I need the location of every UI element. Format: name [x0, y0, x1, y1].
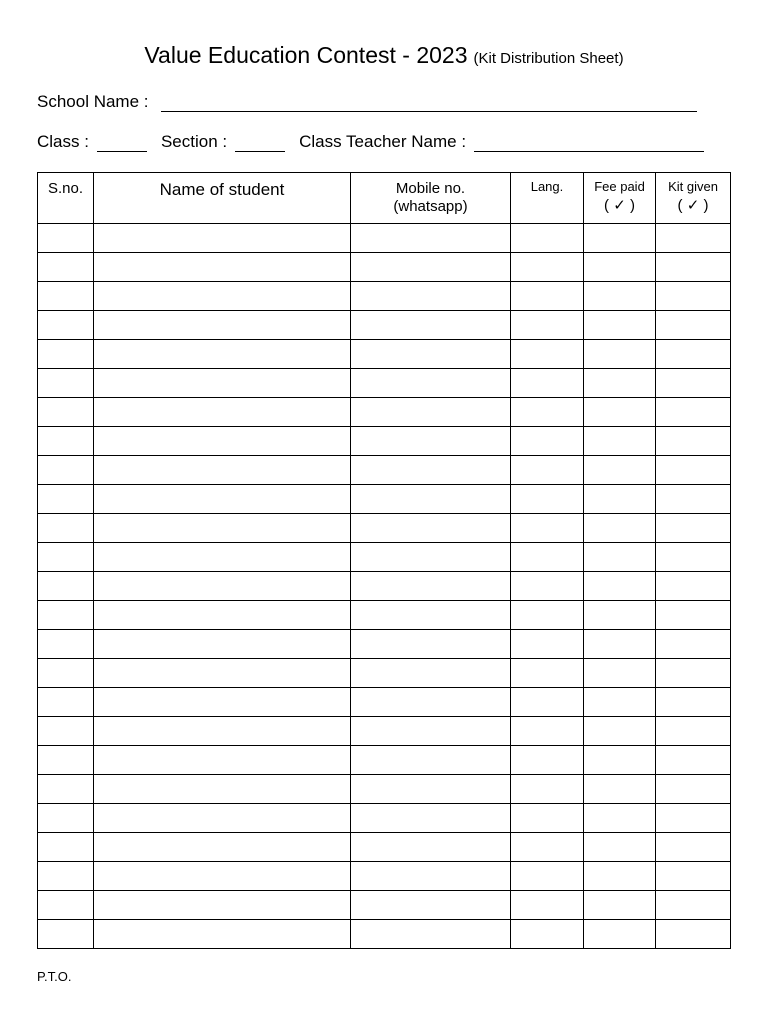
mobile-cell[interactable]	[351, 340, 511, 369]
checkmark-icon: ( ✓ )	[604, 196, 635, 214]
lang-cell[interactable]	[511, 456, 584, 485]
lang-cell[interactable]	[511, 311, 584, 340]
kit-given-cell[interactable]	[656, 717, 731, 746]
class-teacher-label: Class Teacher Name :	[299, 132, 467, 151]
column-header-name: Name of student	[94, 173, 351, 224]
mobile-cell[interactable]	[351, 920, 511, 949]
mobile-cell[interactable]	[351, 746, 511, 775]
name-cell[interactable]	[94, 746, 351, 775]
kit-given-cell[interactable]	[656, 862, 731, 891]
page-title	[0, 42, 768, 69]
name-cell[interactable]	[94, 833, 351, 862]
fee-paid-cell[interactable]	[584, 369, 656, 398]
table-header-row	[38, 173, 731, 224]
fee-paid-cell[interactable]	[584, 456, 656, 485]
name-cell[interactable]	[94, 224, 351, 253]
mobile-cell[interactable]	[351, 717, 511, 746]
fee-paid-cell[interactable]	[584, 311, 656, 340]
mobile-cell[interactable]	[351, 862, 511, 891]
name-cell[interactable]	[94, 659, 351, 688]
fee-paid-cell[interactable]	[584, 485, 656, 514]
mobile-header-note: (whatsapp)	[393, 198, 468, 215]
kit-given-cell[interactable]	[656, 369, 731, 398]
fee-paid-cell[interactable]	[584, 804, 656, 833]
mobile-cell[interactable]	[351, 543, 511, 572]
mobile-cell[interactable]	[351, 282, 511, 311]
table-row	[38, 891, 731, 920]
lang-cell[interactable]	[511, 282, 584, 311]
name-cell[interactable]	[94, 456, 351, 485]
name-cell[interactable]	[94, 398, 351, 427]
kit-given-cell[interactable]	[656, 891, 731, 920]
class-blank[interactable]	[97, 136, 147, 152]
fee-paid-cell[interactable]	[584, 224, 656, 253]
fee-paid-label: Fee paid	[594, 179, 645, 194]
mobile-header-label: Mobile no.	[395, 180, 466, 197]
section-blank[interactable]	[235, 136, 285, 152]
lang-cell[interactable]	[511, 717, 584, 746]
fee-paid-cell[interactable]	[584, 862, 656, 891]
kit-given-label: Kit given	[668, 179, 718, 194]
fee-paid-cell[interactable]	[584, 601, 656, 630]
table-row	[38, 833, 731, 862]
sno-cell[interactable]	[38, 311, 94, 340]
mobile-cell[interactable]	[351, 224, 511, 253]
lang-cell[interactable]	[511, 659, 584, 688]
name-cell[interactable]	[94, 804, 351, 833]
name-cell[interactable]	[94, 282, 351, 311]
sno-cell[interactable]	[38, 543, 94, 572]
mobile-cell[interactable]	[351, 659, 511, 688]
kit-given-cell[interactable]	[656, 456, 731, 485]
name-cell[interactable]	[94, 340, 351, 369]
kit-given-cell[interactable]	[656, 224, 731, 253]
sno-cell[interactable]	[38, 688, 94, 717]
fee-paid-cell[interactable]	[584, 398, 656, 427]
name-cell[interactable]	[94, 485, 351, 514]
fee-paid-cell[interactable]	[584, 514, 656, 543]
fee-paid-cell[interactable]	[584, 891, 656, 920]
table-row	[38, 514, 731, 543]
name-cell[interactable]	[94, 311, 351, 340]
sno-cell[interactable]	[38, 920, 94, 949]
lang-cell[interactable]	[511, 485, 584, 514]
table-row	[38, 862, 731, 891]
sno-cell[interactable]	[38, 572, 94, 601]
name-cell[interactable]	[94, 630, 351, 659]
kit-given-cell[interactable]	[656, 340, 731, 369]
title-main: Value Education Contest - 2023	[144, 42, 468, 68]
lang-cell[interactable]	[511, 340, 584, 369]
sno-cell[interactable]	[38, 514, 94, 543]
mobile-cell[interactable]	[351, 804, 511, 833]
kit-distribution-table	[37, 172, 731, 949]
sno-cell[interactable]	[38, 340, 94, 369]
fee-paid-cell[interactable]	[584, 659, 656, 688]
sno-cell[interactable]	[38, 717, 94, 746]
kit-given-cell[interactable]	[656, 601, 731, 630]
kit-given-cell[interactable]	[656, 833, 731, 862]
lang-cell[interactable]	[511, 775, 584, 804]
table-row	[38, 485, 731, 514]
name-cell[interactable]	[94, 427, 351, 456]
table-row	[38, 688, 731, 717]
table-row	[38, 775, 731, 804]
table-row	[38, 224, 731, 253]
class-row	[37, 132, 704, 152]
class-label: Class :	[37, 132, 89, 151]
sno-cell[interactable]	[38, 775, 94, 804]
lang-cell[interactable]	[511, 601, 584, 630]
fee-paid-cell[interactable]	[584, 920, 656, 949]
kit-given-cell[interactable]	[656, 659, 731, 688]
table-row	[38, 601, 731, 630]
mobile-cell[interactable]	[351, 311, 511, 340]
column-header-kit-given	[656, 173, 731, 224]
mobile-cell[interactable]	[351, 833, 511, 862]
name-cell[interactable]	[94, 920, 351, 949]
name-cell[interactable]	[94, 253, 351, 282]
sno-cell[interactable]	[38, 456, 94, 485]
fee-paid-cell[interactable]	[584, 543, 656, 572]
table-row	[38, 340, 731, 369]
fee-paid-cell[interactable]	[584, 253, 656, 282]
kit-given-cell[interactable]	[656, 485, 731, 514]
sno-cell[interactable]	[38, 427, 94, 456]
table-row	[38, 282, 731, 311]
lang-cell[interactable]	[511, 746, 584, 775]
lang-cell[interactable]	[511, 514, 584, 543]
name-cell[interactable]	[94, 717, 351, 746]
mobile-cell[interactable]	[351, 630, 511, 659]
column-header-sno: S.no.	[38, 173, 94, 224]
sno-cell[interactable]	[38, 224, 94, 253]
sno-cell[interactable]	[38, 891, 94, 920]
fee-paid-cell[interactable]	[584, 630, 656, 659]
lang-cell[interactable]	[511, 543, 584, 572]
table-row	[38, 427, 731, 456]
mobile-cell[interactable]	[351, 398, 511, 427]
kit-given-cell[interactable]	[656, 688, 731, 717]
class-teacher-blank[interactable]	[474, 136, 704, 152]
mobile-cell[interactable]	[351, 369, 511, 398]
sno-cell[interactable]	[38, 804, 94, 833]
lang-cell[interactable]	[511, 369, 584, 398]
fee-paid-cell[interactable]	[584, 775, 656, 804]
lang-cell[interactable]	[511, 688, 584, 717]
sno-cell[interactable]	[38, 282, 94, 311]
name-cell[interactable]	[94, 775, 351, 804]
fee-paid-cell[interactable]	[584, 833, 656, 862]
table-row	[38, 746, 731, 775]
lang-cell[interactable]	[511, 398, 584, 427]
pto-note: P.T.O.	[37, 969, 72, 984]
kit-given-cell[interactable]	[656, 282, 731, 311]
school-name-blank[interactable]	[161, 96, 697, 112]
fee-paid-cell[interactable]	[584, 340, 656, 369]
sno-cell[interactable]	[38, 253, 94, 282]
fee-paid-cell[interactable]	[584, 282, 656, 311]
table-row	[38, 572, 731, 601]
name-cell[interactable]	[94, 688, 351, 717]
name-cell[interactable]	[94, 601, 351, 630]
sno-cell[interactable]	[38, 659, 94, 688]
mobile-cell[interactable]	[351, 253, 511, 282]
sno-cell[interactable]	[38, 862, 94, 891]
kit-given-cell[interactable]	[656, 804, 731, 833]
kit-given-cell[interactable]	[656, 311, 731, 340]
table-row	[38, 253, 731, 282]
lang-cell[interactable]	[511, 572, 584, 601]
sno-cell[interactable]	[38, 833, 94, 862]
column-header-lang: Lang.	[511, 173, 584, 224]
lang-cell[interactable]	[511, 224, 584, 253]
sno-cell[interactable]	[38, 746, 94, 775]
name-cell[interactable]	[94, 572, 351, 601]
kit-given-cell[interactable]	[656, 514, 731, 543]
mobile-cell[interactable]	[351, 456, 511, 485]
kit-given-cell[interactable]	[656, 630, 731, 659]
table-row	[38, 659, 731, 688]
lang-cell[interactable]	[511, 427, 584, 456]
mobile-cell[interactable]	[351, 688, 511, 717]
name-cell[interactable]	[94, 862, 351, 891]
mobile-cell[interactable]	[351, 891, 511, 920]
mobile-cell[interactable]	[351, 601, 511, 630]
lang-cell[interactable]	[511, 891, 584, 920]
table-row	[38, 311, 731, 340]
table-row	[38, 920, 731, 949]
sno-cell[interactable]	[38, 630, 94, 659]
kit-given-cell[interactable]	[656, 746, 731, 775]
table-row	[38, 804, 731, 833]
sno-cell[interactable]	[38, 398, 94, 427]
table-row	[38, 456, 731, 485]
lang-cell[interactable]	[511, 630, 584, 659]
table-row	[38, 369, 731, 398]
school-name-row	[37, 92, 697, 112]
kit-given-cell[interactable]	[656, 427, 731, 456]
fee-paid-cell[interactable]	[584, 688, 656, 717]
mobile-cell[interactable]	[351, 514, 511, 543]
sno-cell[interactable]	[38, 601, 94, 630]
mobile-cell[interactable]	[351, 427, 511, 456]
table-row	[38, 398, 731, 427]
column-header-mobile	[351, 173, 511, 224]
lang-cell[interactable]	[511, 253, 584, 282]
mobile-cell[interactable]	[351, 775, 511, 804]
name-cell[interactable]	[94, 891, 351, 920]
lang-cell[interactable]	[511, 833, 584, 862]
sno-cell[interactable]	[38, 369, 94, 398]
lang-cell[interactable]	[511, 862, 584, 891]
column-header-fee-paid	[584, 173, 656, 224]
mobile-cell[interactable]	[351, 572, 511, 601]
name-cell[interactable]	[94, 369, 351, 398]
fee-paid-cell[interactable]	[584, 572, 656, 601]
kit-given-cell[interactable]	[656, 920, 731, 949]
lang-cell[interactable]	[511, 804, 584, 833]
table-row	[38, 543, 731, 572]
fee-paid-cell[interactable]	[584, 427, 656, 456]
table-body	[38, 224, 731, 949]
section-label: Section :	[160, 132, 228, 151]
name-cell[interactable]	[94, 514, 351, 543]
kit-given-cell[interactable]	[656, 775, 731, 804]
sno-cell[interactable]	[38, 485, 94, 514]
table-row	[38, 717, 731, 746]
kit-given-cell[interactable]	[656, 543, 731, 572]
lang-cell[interactable]	[511, 920, 584, 949]
name-cell[interactable]	[94, 543, 351, 572]
kit-given-cell[interactable]	[656, 253, 731, 282]
fee-paid-cell[interactable]	[584, 717, 656, 746]
school-name-label: School Name :	[37, 92, 149, 111]
kit-given-cell[interactable]	[656, 572, 731, 601]
title-subtitle: (Kit Distribution Sheet)	[473, 50, 624, 67]
checkmark-icon: ( ✓ )	[677, 196, 709, 214]
mobile-cell[interactable]	[351, 485, 511, 514]
table-row	[38, 630, 731, 659]
fee-paid-cell[interactable]	[584, 746, 656, 775]
kit-given-cell[interactable]	[656, 398, 731, 427]
